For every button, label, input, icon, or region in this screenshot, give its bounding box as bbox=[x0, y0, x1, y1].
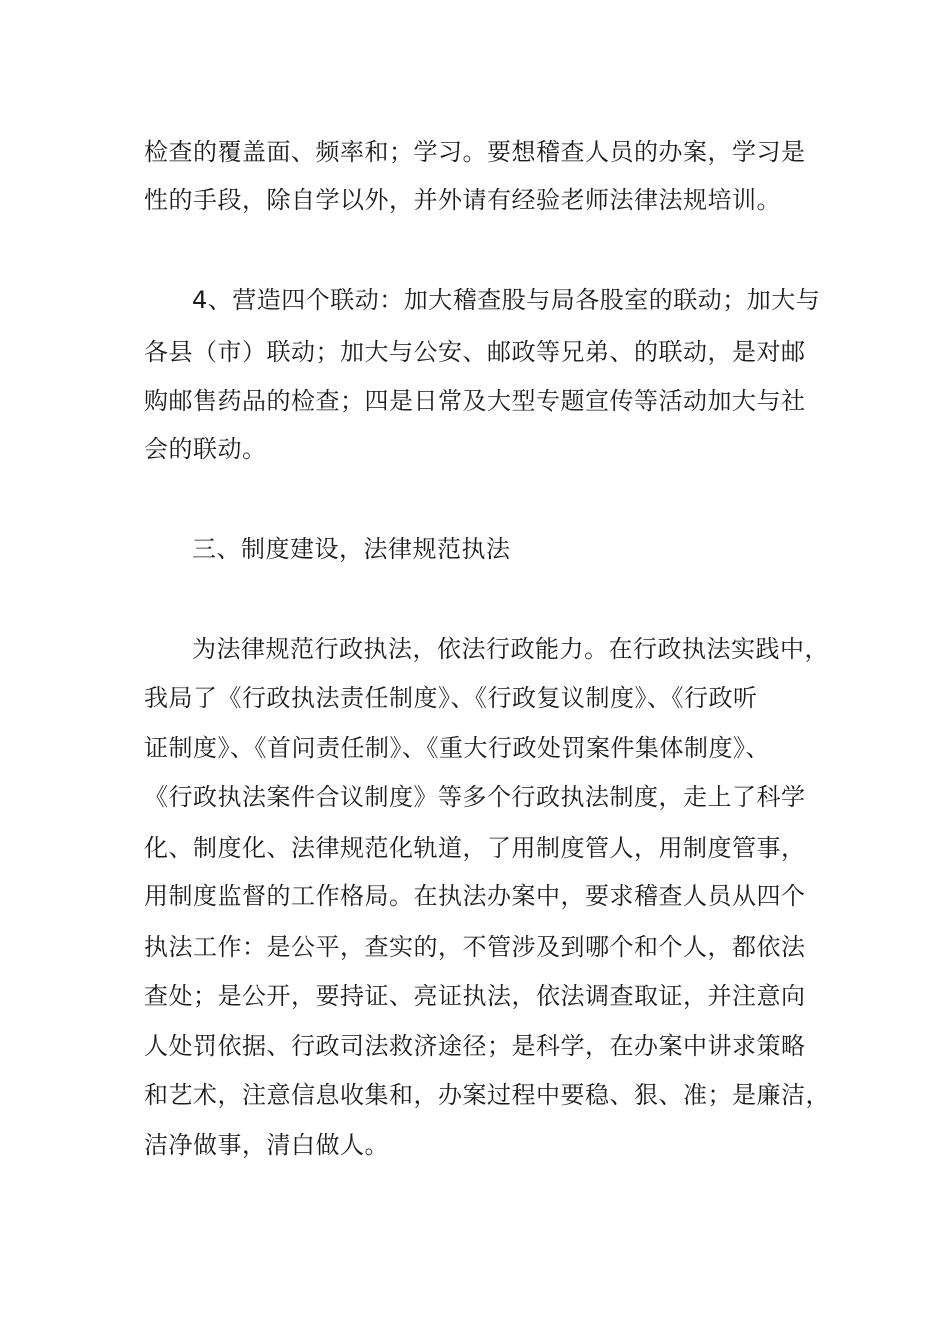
paragraph-institution-line-6: 用制度监督的工作格局。在执法办案中，要求稽查人员从四个 bbox=[144, 882, 806, 910]
paragraph-institution-line-8: 查处；是公开，要持证、亮证执法，依法调查取证，并注意向 bbox=[144, 982, 806, 1010]
paragraph-study-line-1: 检查的覆盖面、频率和；学习。要想稽查人员的办案，学习是 bbox=[144, 138, 806, 166]
paragraph-institution-line-2: 我局了《行政执法责任制度》、《行政复议制度》、《行政听 bbox=[144, 684, 758, 712]
paragraph-institution-line-10: 和艺术，注意信息收集和，办案过程中要稳、狠、准；是廉洁， bbox=[144, 1081, 830, 1109]
paragraph-linkage-line-1: 4、营造四个联动：加大稽查股与局各股室的联动；加大与 bbox=[192, 286, 821, 314]
paragraph-linkage-line-3: 购邮售药品的检查；四是日常及大型专题宣传等活动加大与社 bbox=[144, 387, 806, 415]
paragraph-institution-line-3: 证制度》、《首问责任制》、《重大行政处罚案件集体制度》、 bbox=[144, 734, 770, 762]
paragraph-institution-line-9: 人处罚依据、行政司法救济途径；是科学，在办案中讲求策略 bbox=[144, 1032, 806, 1060]
paragraph-study-line-2: 性的手段，除自学以外，并外请有经验老师法律法规培训。 bbox=[144, 186, 781, 214]
section-heading: 三、制度建设，法律规范执法 bbox=[192, 535, 511, 563]
paragraph-institution-line-7: 执法工作：是公平，查实的，不管涉及到哪个和个人，都依法 bbox=[144, 933, 806, 961]
paragraph-linkage-line-4: 会的联动。 bbox=[144, 435, 267, 463]
paragraph-institution-line-5: 化、制度化、法律规范化轨道，了用制度管人，用制度管事， bbox=[144, 834, 806, 862]
paragraph-linkage-line-2: 各县（市）联动；加大与公安、邮政等兄弟、的联动，是对邮 bbox=[144, 338, 806, 366]
paragraph-institution-line-1: 为法律规范行政执法，依法行政能力。在行政执法实践中， bbox=[192, 635, 829, 663]
paragraph-institution-line-4: 《行政执法案件合议制度》等多个行政执法制度，走上了科学 bbox=[144, 783, 806, 811]
paragraph-institution-line-11: 洁净做事，清白做人。 bbox=[144, 1131, 389, 1159]
